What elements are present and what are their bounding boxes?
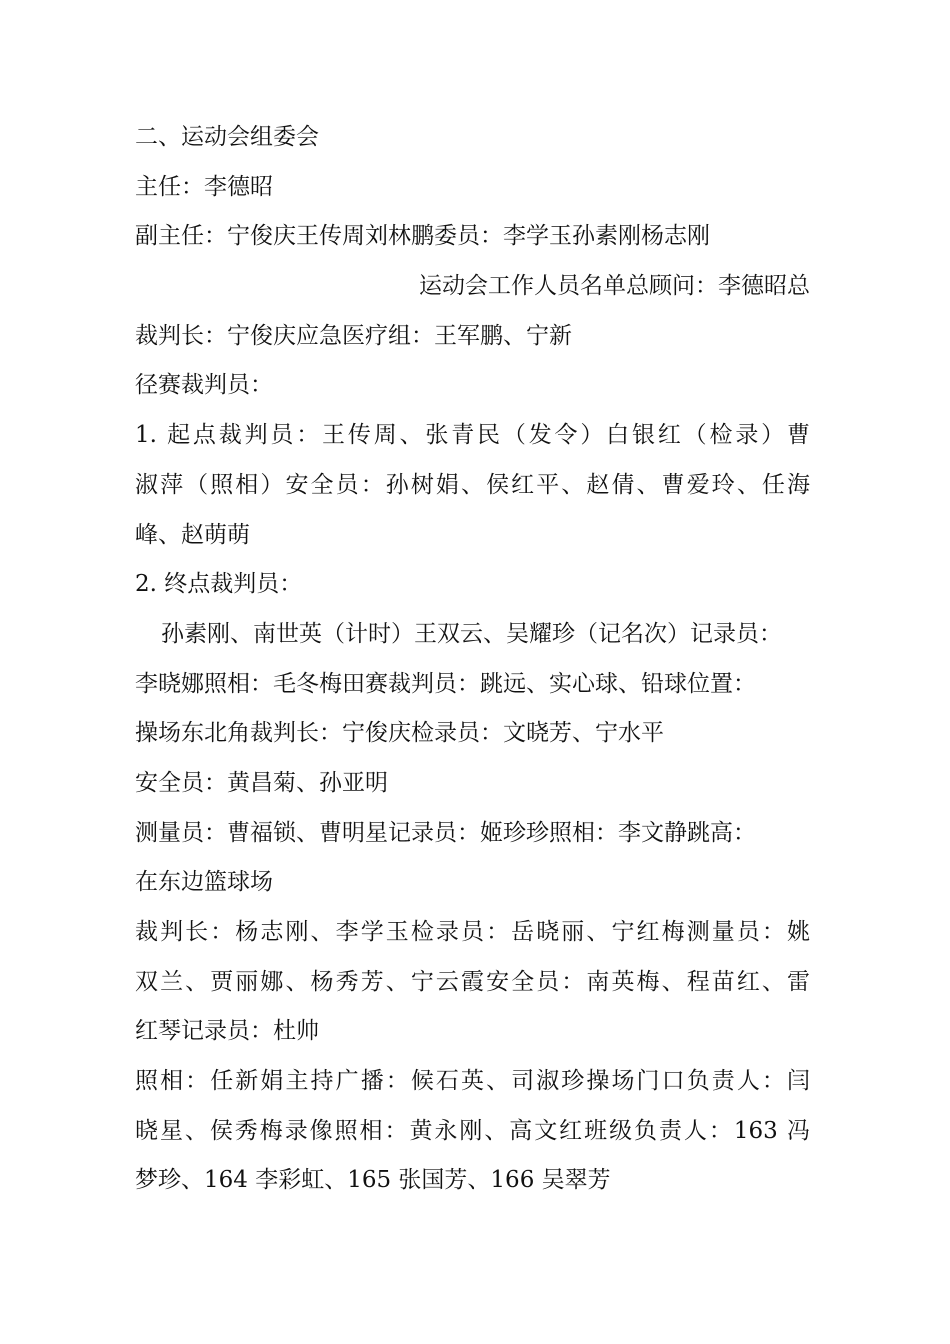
text-line: 裁判长：宁俊庆应急医疗组：王军鹏、宁新 [135, 322, 572, 349]
document-page [135, 113, 810, 1206]
section-heading: 二、运动会组委会 [135, 124, 319, 150]
text-line: 照相：任新娟主持广播：候石英、司淑珍操场门口负责人：闫 [135, 1068, 810, 1095]
text-line: 峰、赵萌萌 [135, 521, 250, 548]
text-line: 操场东北角裁判长：宁俊庆检录员：文晓芳、宁水平 [135, 720, 664, 747]
text-line: 测量员：曹福锁、曹明星记录员：姬珍珍照相：李文静跳高： [135, 819, 756, 846]
text-line: 安全员：黄昌菊、孙亚明 [135, 769, 388, 796]
text-line: 1. 起点裁判员：王传周、张青民（发令）白银红（检录）曹 [135, 422, 810, 449]
text-line: 李晓娜照相：毛冬梅田赛裁判员：跳远、实心球、铅球位置： [135, 670, 756, 697]
text-line: 晓星、侯秀梅录像照相：黄永刚、高文红班级负责人：163 冯 [135, 1117, 810, 1144]
text-line: 径赛裁判员： [135, 372, 273, 399]
text-line: 副主任：宁俊庆王传周刘林鹏委员：李学玉孙素刚杨志刚 [135, 223, 710, 250]
text-line: 红琴记录员：杜帅 [135, 1018, 319, 1045]
text-line: 2. 终点裁判员： [135, 571, 303, 598]
text-line: 孙素刚、南世英（计时）王双云、吴耀珍（记名次）记录员： [161, 620, 782, 647]
text-line: 淑萍（照相）安全员：孙树娟、侯红平、赵倩、曹爱玲、任海 [135, 471, 810, 498]
text-line: 梦珍、164 李彩虹、165 张国芳、166 吴翠芳 [135, 1167, 611, 1194]
text-line: 运动会工作人员名单总顾问：李德昭总 [419, 273, 810, 300]
text-line: 双兰、贾丽娜、杨秀芳、宁云霞安全员：南英梅、程苗红、雷 [135, 968, 810, 995]
text-line: 主任：李德昭 [135, 173, 273, 200]
text-line: 在东边篮球场 [135, 869, 273, 896]
text-line: 裁判长：杨志刚、李学玉检录员：岳晓丽、宁红梅测量员：姚 [135, 919, 810, 945]
